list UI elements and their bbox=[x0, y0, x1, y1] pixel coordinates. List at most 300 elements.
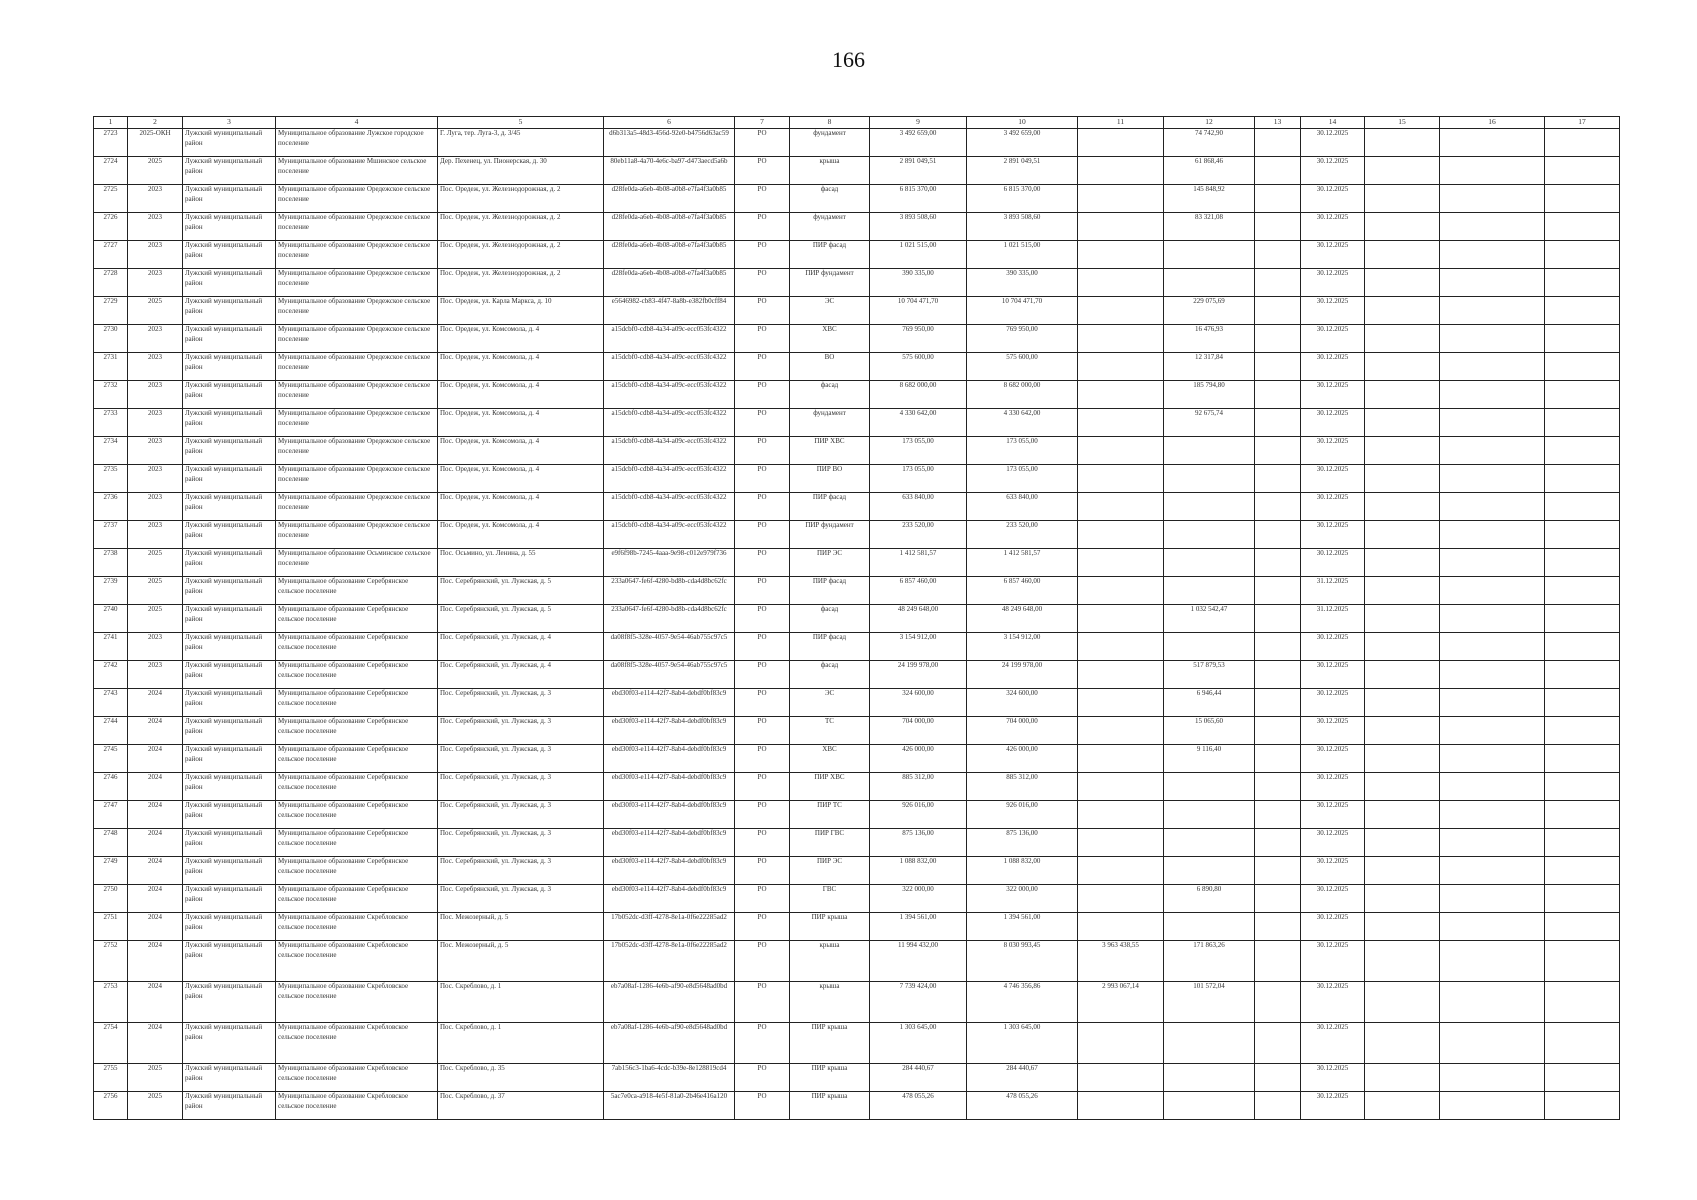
cell-row-number: 2746 bbox=[94, 773, 128, 801]
cell-address: Пос. Оредеж, ул. Комсомола, д. 4 bbox=[438, 381, 604, 409]
cell-col-15 bbox=[1365, 982, 1440, 1023]
cell-work-type: ПИР фасад bbox=[790, 493, 870, 521]
cell-col-15 bbox=[1365, 325, 1440, 353]
cell-col-17 bbox=[1545, 1064, 1620, 1092]
cell-deadline: 31.12.2025 bbox=[1301, 577, 1365, 605]
cell-col-15 bbox=[1365, 913, 1440, 941]
cell-total-cost: 24 199 978,00 bbox=[870, 661, 967, 689]
cell-district: Лужский муниципальный район bbox=[183, 521, 276, 549]
column-header: 3 bbox=[183, 117, 276, 129]
table-header bbox=[94, 117, 1620, 129]
cell-col-16 bbox=[1440, 1092, 1545, 1120]
cell-district: Лужский муниципальный район bbox=[183, 465, 276, 493]
cell-deadline: 30.12.2025 bbox=[1301, 549, 1365, 577]
cell-fund-amount: 322 000,00 bbox=[967, 885, 1078, 913]
cell-budget-amount bbox=[1078, 129, 1164, 157]
cell-program-type: РО bbox=[735, 465, 790, 493]
cell-address: Дер. Пехенец, ул. Пионерская, д. 30 bbox=[438, 157, 604, 185]
cell-house-guid: a15dcbf0-cdb8-4a34-a09c-ecc053fc4322 bbox=[604, 493, 735, 521]
cell-fund-amount: 633 840,00 bbox=[967, 493, 1078, 521]
cell-col-17 bbox=[1545, 241, 1620, 269]
cell-row-number: 2731 bbox=[94, 353, 128, 381]
cell-district: Лужский муниципальный район bbox=[183, 409, 276, 437]
cell-district: Лужский муниципальный район bbox=[183, 913, 276, 941]
cell-col-15 bbox=[1365, 829, 1440, 857]
cell-district: Лужский муниципальный район bbox=[183, 857, 276, 885]
table-row bbox=[94, 157, 1620, 185]
cell-municipality: Муниципальное образование Серебрянское сельское поселение bbox=[276, 717, 438, 745]
cell-house-guid: 5ac7e0ca-a918-4e5f-81a0-2b46e416a120 bbox=[604, 1092, 735, 1120]
cell-col-17 bbox=[1545, 717, 1620, 745]
table-row bbox=[94, 829, 1620, 857]
cell-budget-amount bbox=[1078, 1064, 1164, 1092]
cell-fund-amount: 233 520,00 bbox=[967, 521, 1078, 549]
cell-col-15 bbox=[1365, 381, 1440, 409]
cell-control-amount bbox=[1164, 857, 1255, 885]
cell-year: 2024 bbox=[128, 982, 183, 1023]
cell-address: Пос. Оредеж, ул. Карла Маркса, д. 10 bbox=[438, 297, 604, 325]
cell-row-number: 2744 bbox=[94, 717, 128, 745]
cell-program-type: РО bbox=[735, 1092, 790, 1120]
cell-total-cost: 704 000,00 bbox=[870, 717, 967, 745]
cell-work-type: крыша bbox=[790, 982, 870, 1023]
cell-municipality: Муниципальное образование Серебрянское сельское поселение bbox=[276, 577, 438, 605]
table-row bbox=[94, 717, 1620, 745]
cell-col-17 bbox=[1545, 633, 1620, 661]
cell-col-13 bbox=[1255, 297, 1301, 325]
column-header: 9 bbox=[870, 117, 967, 129]
cell-deadline: 30.12.2025 bbox=[1301, 269, 1365, 297]
column-header: 17 bbox=[1545, 117, 1620, 129]
cell-year: 2023 bbox=[128, 213, 183, 241]
cell-budget-amount bbox=[1078, 213, 1164, 241]
cell-row-number: 2738 bbox=[94, 549, 128, 577]
cell-col-15 bbox=[1365, 605, 1440, 633]
column-header: 15 bbox=[1365, 117, 1440, 129]
column-header: 11 bbox=[1078, 117, 1164, 129]
cell-deadline: 30.12.2025 bbox=[1301, 773, 1365, 801]
cell-total-cost: 11 994 432,00 bbox=[870, 941, 967, 982]
cell-program-type: РО bbox=[735, 381, 790, 409]
cell-row-number: 2724 bbox=[94, 157, 128, 185]
cell-col-13 bbox=[1255, 661, 1301, 689]
cell-address: Пос. Серебрянский, ул. Лужская, д. 3 bbox=[438, 857, 604, 885]
cell-total-cost: 875 136,00 bbox=[870, 829, 967, 857]
cell-house-guid: ebd30f03-e114-42f7-8ab4-debdf0bf83c9 bbox=[604, 717, 735, 745]
cell-house-guid: ebd30f03-e114-42f7-8ab4-debdf0bf83c9 bbox=[604, 829, 735, 857]
cell-fund-amount: 324 600,00 bbox=[967, 689, 1078, 717]
cell-fund-amount: 3 492 659,00 bbox=[967, 129, 1078, 157]
cell-budget-amount bbox=[1078, 885, 1164, 913]
cell-col-17 bbox=[1545, 577, 1620, 605]
column-header: 1 bbox=[94, 117, 128, 129]
cell-col-17 bbox=[1545, 1023, 1620, 1064]
cell-house-guid: da08f8f5-328e-4057-9e54-46ab755c97c5 bbox=[604, 661, 735, 689]
cell-municipality: Муниципальное образование Скребловское сельское поселение bbox=[276, 982, 438, 1023]
cell-control-amount bbox=[1164, 1064, 1255, 1092]
cell-control-amount bbox=[1164, 1023, 1255, 1064]
cell-district: Лужский муниципальный район bbox=[183, 381, 276, 409]
cell-col-16 bbox=[1440, 493, 1545, 521]
cell-work-type: ПИР ВО bbox=[790, 465, 870, 493]
cell-program-type: РО bbox=[735, 1023, 790, 1064]
cell-col-15 bbox=[1365, 185, 1440, 213]
cell-col-17 bbox=[1545, 1092, 1620, 1120]
cell-col-13 bbox=[1255, 213, 1301, 241]
cell-total-cost: 4 330 642,00 bbox=[870, 409, 967, 437]
cell-row-number: 2756 bbox=[94, 1092, 128, 1120]
cell-district: Лужский муниципальный район bbox=[183, 129, 276, 157]
cell-program-type: РО bbox=[735, 633, 790, 661]
cell-program-type: РО bbox=[735, 269, 790, 297]
cell-address: Пос. Оредеж, ул. Железнодорожная, д. 2 bbox=[438, 241, 604, 269]
cell-work-type: фасад bbox=[790, 661, 870, 689]
cell-district: Лужский муниципальный район bbox=[183, 633, 276, 661]
cell-total-cost: 10 704 471,70 bbox=[870, 297, 967, 325]
cell-municipality: Муниципальное образование Оредежское сельское поселение bbox=[276, 521, 438, 549]
cell-address: Пос. Межозерный, д. 5 bbox=[438, 941, 604, 982]
cell-budget-amount: 3 963 438,55 bbox=[1078, 941, 1164, 982]
cell-fund-amount: 4 746 356,86 bbox=[967, 982, 1078, 1023]
cell-budget-amount bbox=[1078, 661, 1164, 689]
cell-col-13 bbox=[1255, 857, 1301, 885]
cell-program-type: РО bbox=[735, 605, 790, 633]
cell-col-15 bbox=[1365, 1092, 1440, 1120]
cell-control-amount: 171 863,26 bbox=[1164, 941, 1255, 982]
cell-work-type: фундамент bbox=[790, 409, 870, 437]
cell-fund-amount: 769 950,00 bbox=[967, 325, 1078, 353]
cell-col-13 bbox=[1255, 1064, 1301, 1092]
cell-budget-amount bbox=[1078, 1023, 1164, 1064]
cell-address: Пос. Оредеж, ул. Комсомола, д. 4 bbox=[438, 493, 604, 521]
cell-year: 2023 bbox=[128, 633, 183, 661]
cell-year: 2025-ОКН bbox=[128, 129, 183, 157]
cell-house-guid: ebd30f03-e114-42f7-8ab4-debdf0bf83c9 bbox=[604, 885, 735, 913]
cell-deadline: 30.12.2025 bbox=[1301, 717, 1365, 745]
cell-col-17 bbox=[1545, 773, 1620, 801]
cell-budget-amount bbox=[1078, 773, 1164, 801]
cell-house-guid: da08f8f5-328e-4057-9e54-46ab755c97c5 bbox=[604, 633, 735, 661]
cell-row-number: 2747 bbox=[94, 801, 128, 829]
cell-municipality: Муниципальное образование Осьминское сельское поселение bbox=[276, 549, 438, 577]
cell-district: Лужский муниципальный район bbox=[183, 213, 276, 241]
cell-total-cost: 478 055,26 bbox=[870, 1092, 967, 1120]
cell-budget-amount bbox=[1078, 577, 1164, 605]
cell-year: 2025 bbox=[128, 577, 183, 605]
cell-col-15 bbox=[1365, 885, 1440, 913]
table-row bbox=[94, 1023, 1620, 1064]
cell-year: 2024 bbox=[128, 745, 183, 773]
cell-control-amount bbox=[1164, 913, 1255, 941]
cell-control-amount: 6 890,80 bbox=[1164, 885, 1255, 913]
cell-budget-amount bbox=[1078, 241, 1164, 269]
cell-work-type: крыша bbox=[790, 941, 870, 982]
cell-col-16 bbox=[1440, 213, 1545, 241]
cell-control-amount: 92 675,74 bbox=[1164, 409, 1255, 437]
cell-budget-amount bbox=[1078, 381, 1164, 409]
cell-col-13 bbox=[1255, 1092, 1301, 1120]
cell-municipality: Муниципальное образование Оредежское сельское поселение bbox=[276, 409, 438, 437]
cell-control-amount: 517 879,53 bbox=[1164, 661, 1255, 689]
cell-col-17 bbox=[1545, 521, 1620, 549]
cell-work-type: ПИР фундамент bbox=[790, 269, 870, 297]
cell-col-15 bbox=[1365, 717, 1440, 745]
cell-fund-amount: 875 136,00 bbox=[967, 829, 1078, 857]
cell-work-type: ПИР фасад bbox=[790, 241, 870, 269]
cell-col-17 bbox=[1545, 465, 1620, 493]
cell-program-type: РО bbox=[735, 913, 790, 941]
cell-control-amount: 185 794,80 bbox=[1164, 381, 1255, 409]
cell-row-number: 2752 bbox=[94, 941, 128, 982]
cell-row-number: 2736 bbox=[94, 493, 128, 521]
cell-fund-amount: 48 249 648,00 bbox=[967, 605, 1078, 633]
cell-total-cost: 6 857 460,00 bbox=[870, 577, 967, 605]
cell-col-16 bbox=[1440, 465, 1545, 493]
cell-year: 2024 bbox=[128, 717, 183, 745]
table-row bbox=[94, 213, 1620, 241]
cell-year: 2024 bbox=[128, 689, 183, 717]
cell-address: Пос. Оредеж, ул. Железнодорожная, д. 2 bbox=[438, 269, 604, 297]
table-row bbox=[94, 745, 1620, 773]
cell-house-guid: d28fe0da-a6eb-4b08-a0b8-e7fa4f3a0b85 bbox=[604, 241, 735, 269]
column-header: 16 bbox=[1440, 117, 1545, 129]
cell-budget-amount bbox=[1078, 521, 1164, 549]
cell-house-guid: ebd30f03-e114-42f7-8ab4-debdf0bf83c9 bbox=[604, 773, 735, 801]
cell-district: Лужский муниципальный район bbox=[183, 437, 276, 465]
cell-house-guid: eb7a08af-1286-4e6b-af90-e8d5648ad0bd bbox=[604, 982, 735, 1023]
cell-address: Пос. Скреблово, д. 1 bbox=[438, 982, 604, 1023]
cell-deadline: 30.12.2025 bbox=[1301, 185, 1365, 213]
cell-work-type: ПИР ГВС bbox=[790, 829, 870, 857]
table-row bbox=[94, 493, 1620, 521]
column-header: 12 bbox=[1164, 117, 1255, 129]
cell-col-13 bbox=[1255, 1023, 1301, 1064]
table-row bbox=[94, 521, 1620, 549]
cell-house-guid: d6b313a5-48d3-456d-92e0-b4756d63ac59 bbox=[604, 129, 735, 157]
cell-col-16 bbox=[1440, 829, 1545, 857]
cell-total-cost: 3 893 508,60 bbox=[870, 213, 967, 241]
cell-row-number: 2740 bbox=[94, 605, 128, 633]
cell-deadline: 30.12.2025 bbox=[1301, 801, 1365, 829]
cell-district: Лужский муниципальный район bbox=[183, 745, 276, 773]
cell-year: 2025 bbox=[128, 1064, 183, 1092]
cell-col-17 bbox=[1545, 269, 1620, 297]
cell-house-guid: 80eb11a8-4a70-4e6c-ba97-d473aecd5a6b bbox=[604, 157, 735, 185]
table-row bbox=[94, 437, 1620, 465]
table-row bbox=[94, 381, 1620, 409]
cell-col-17 bbox=[1545, 297, 1620, 325]
cell-col-17 bbox=[1545, 381, 1620, 409]
cell-address: Пос. Серебрянский, ул. Лужская, д. 4 bbox=[438, 661, 604, 689]
cell-col-15 bbox=[1365, 269, 1440, 297]
cell-col-17 bbox=[1545, 213, 1620, 241]
cell-budget-amount bbox=[1078, 913, 1164, 941]
cell-total-cost: 575 600,00 bbox=[870, 353, 967, 381]
cell-col-15 bbox=[1365, 577, 1440, 605]
cell-municipality: Муниципальное образование Оредежское сельское поселение bbox=[276, 465, 438, 493]
cell-program-type: РО bbox=[735, 353, 790, 381]
cell-row-number: 2748 bbox=[94, 829, 128, 857]
table-row bbox=[94, 773, 1620, 801]
cell-col-15 bbox=[1365, 633, 1440, 661]
table-row bbox=[94, 409, 1620, 437]
cell-fund-amount: 704 000,00 bbox=[967, 717, 1078, 745]
cell-address: Пос. Оредеж, ул. Комсомола, д. 4 bbox=[438, 353, 604, 381]
table-row bbox=[94, 801, 1620, 829]
cell-program-type: РО bbox=[735, 577, 790, 605]
cell-col-16 bbox=[1440, 773, 1545, 801]
cell-col-16 bbox=[1440, 605, 1545, 633]
cell-col-15 bbox=[1365, 157, 1440, 185]
cell-district: Лужский муниципальный район bbox=[183, 157, 276, 185]
cell-year: 2024 bbox=[128, 773, 183, 801]
cell-house-guid: 7ab156c3-1ba6-4cdc-b39e-8e128819cd4 bbox=[604, 1064, 735, 1092]
cell-total-cost: 48 249 648,00 bbox=[870, 605, 967, 633]
cell-col-16 bbox=[1440, 689, 1545, 717]
cell-fund-amount: 575 600,00 bbox=[967, 353, 1078, 381]
cell-control-amount bbox=[1164, 493, 1255, 521]
cell-col-13 bbox=[1255, 353, 1301, 381]
cell-col-15 bbox=[1365, 661, 1440, 689]
cell-col-15 bbox=[1365, 297, 1440, 325]
cell-control-amount: 1 032 542,47 bbox=[1164, 605, 1255, 633]
cell-deadline: 30.12.2025 bbox=[1301, 689, 1365, 717]
cell-municipality: Муниципальное образование Серебрянское сельское поселение bbox=[276, 857, 438, 885]
cell-year: 2024 bbox=[128, 857, 183, 885]
cell-control-amount bbox=[1164, 549, 1255, 577]
cell-col-15 bbox=[1365, 241, 1440, 269]
cell-address: Пос. Межозерный, д. 5 bbox=[438, 913, 604, 941]
cell-col-17 bbox=[1545, 493, 1620, 521]
cell-row-number: 2726 bbox=[94, 213, 128, 241]
cell-col-13 bbox=[1255, 605, 1301, 633]
cell-work-type: ПИР крыша bbox=[790, 1023, 870, 1064]
cell-col-13 bbox=[1255, 241, 1301, 269]
cell-col-17 bbox=[1545, 745, 1620, 773]
cell-col-16 bbox=[1440, 549, 1545, 577]
cell-deadline: 30.12.2025 bbox=[1301, 745, 1365, 773]
cell-fund-amount: 426 000,00 bbox=[967, 745, 1078, 773]
cell-col-17 bbox=[1545, 913, 1620, 941]
cell-fund-amount: 1 088 832,00 bbox=[967, 857, 1078, 885]
cell-district: Лужский муниципальный район bbox=[183, 1023, 276, 1064]
cell-house-guid: eb7a08af-1286-4e6b-af90-e8d5648ad0bd bbox=[604, 1023, 735, 1064]
cell-house-guid: a15dcbf0-cdb8-4a34-a09c-ecc053fc4322 bbox=[604, 353, 735, 381]
cell-fund-amount: 3 154 912,00 bbox=[967, 633, 1078, 661]
cell-col-13 bbox=[1255, 829, 1301, 857]
cell-fund-amount: 8 030 993,45 bbox=[967, 941, 1078, 982]
cell-fund-amount: 24 199 978,00 bbox=[967, 661, 1078, 689]
cell-fund-amount: 390 335,00 bbox=[967, 269, 1078, 297]
cell-municipality: Муниципальное образование Серебрянское сельское поселение bbox=[276, 633, 438, 661]
table-row bbox=[94, 661, 1620, 689]
column-header: 6 bbox=[604, 117, 735, 129]
cell-col-17 bbox=[1545, 157, 1620, 185]
cell-row-number: 2749 bbox=[94, 857, 128, 885]
cell-deadline: 30.12.2025 bbox=[1301, 857, 1365, 885]
cell-col-15 bbox=[1365, 941, 1440, 982]
cell-year: 2023 bbox=[128, 325, 183, 353]
cell-district: Лужский муниципальный район bbox=[183, 717, 276, 745]
cell-col-16 bbox=[1440, 409, 1545, 437]
cell-year: 2024 bbox=[128, 913, 183, 941]
cell-deadline: 30.12.2025 bbox=[1301, 353, 1365, 381]
table-row bbox=[94, 269, 1620, 297]
cell-work-type: фасад bbox=[790, 605, 870, 633]
cell-col-13 bbox=[1255, 493, 1301, 521]
cell-col-17 bbox=[1545, 801, 1620, 829]
cell-col-13 bbox=[1255, 885, 1301, 913]
cell-district: Лужский муниципальный район bbox=[183, 801, 276, 829]
cell-program-type: РО bbox=[735, 717, 790, 745]
cell-year: 2023 bbox=[128, 353, 183, 381]
cell-budget-amount bbox=[1078, 437, 1164, 465]
cell-col-17 bbox=[1545, 829, 1620, 857]
cell-address: Пос. Оредеж, ул. Комсомола, д. 4 bbox=[438, 465, 604, 493]
cell-work-type: ВО bbox=[790, 353, 870, 381]
cell-fund-amount: 926 016,00 bbox=[967, 801, 1078, 829]
cell-row-number: 2742 bbox=[94, 661, 128, 689]
cell-col-15 bbox=[1365, 465, 1440, 493]
cell-program-type: РО bbox=[735, 689, 790, 717]
cell-year: 2023 bbox=[128, 661, 183, 689]
cell-district: Лужский муниципальный район bbox=[183, 493, 276, 521]
cell-district: Лужский муниципальный район bbox=[183, 689, 276, 717]
cell-col-16 bbox=[1440, 325, 1545, 353]
cell-address: Пос. Серебрянский, ул. Лужская, д. 4 bbox=[438, 633, 604, 661]
cell-municipality: Муниципальное образование Скребловское сельское поселение bbox=[276, 913, 438, 941]
cell-deadline: 30.12.2025 bbox=[1301, 129, 1365, 157]
cell-control-amount bbox=[1164, 1092, 1255, 1120]
cell-col-13 bbox=[1255, 801, 1301, 829]
cell-col-13 bbox=[1255, 437, 1301, 465]
cell-program-type: РО bbox=[735, 773, 790, 801]
cell-row-number: 2735 bbox=[94, 465, 128, 493]
cell-house-guid: 233a0647-fe6f-4280-bd8b-cda4d8bc62fc bbox=[604, 605, 735, 633]
cell-year: 2023 bbox=[128, 521, 183, 549]
cell-col-17 bbox=[1545, 941, 1620, 982]
cell-total-cost: 6 815 370,00 bbox=[870, 185, 967, 213]
cell-total-cost: 1 412 581,57 bbox=[870, 549, 967, 577]
cell-control-amount: 9 116,40 bbox=[1164, 745, 1255, 773]
cell-address: Пос. Оредеж, ул. Железнодорожная, д. 2 bbox=[438, 213, 604, 241]
cell-col-17 bbox=[1545, 325, 1620, 353]
cell-municipality: Муниципальное образование Серебрянское сельское поселение bbox=[276, 885, 438, 913]
cell-deadline: 30.12.2025 bbox=[1301, 409, 1365, 437]
cell-house-guid: 17b052dc-d3ff-4278-8e1a-0f6e22285ad2 bbox=[604, 913, 735, 941]
cell-address: Пос. Серебрянский, ул. Лужская, д. 3 bbox=[438, 717, 604, 745]
cell-fund-amount: 4 330 642,00 bbox=[967, 409, 1078, 437]
cell-deadline: 30.12.2025 bbox=[1301, 829, 1365, 857]
cell-col-17 bbox=[1545, 885, 1620, 913]
cell-total-cost: 1 394 561,00 bbox=[870, 913, 967, 941]
cell-program-type: РО bbox=[735, 409, 790, 437]
cell-col-16 bbox=[1440, 241, 1545, 269]
cell-year: 2023 bbox=[128, 185, 183, 213]
cell-total-cost: 8 682 000,00 bbox=[870, 381, 967, 409]
cell-col-13 bbox=[1255, 577, 1301, 605]
cell-budget-amount bbox=[1078, 157, 1164, 185]
cell-work-type: ПИР крыша bbox=[790, 913, 870, 941]
cell-row-number: 2755 bbox=[94, 1064, 128, 1092]
column-header: 2 bbox=[128, 117, 183, 129]
cell-house-guid: a15dcbf0-cdb8-4a34-a09c-ecc053fc4322 bbox=[604, 437, 735, 465]
cell-municipality: Муниципальное образование Скребловское сельское поселение bbox=[276, 1064, 438, 1092]
cell-year: 2023 bbox=[128, 269, 183, 297]
cell-municipality: Муниципальное образование Оредежское сельское поселение bbox=[276, 297, 438, 325]
cell-row-number: 2754 bbox=[94, 1023, 128, 1064]
cell-municipality: Муниципальное образование Лужское городское поселение bbox=[276, 129, 438, 157]
